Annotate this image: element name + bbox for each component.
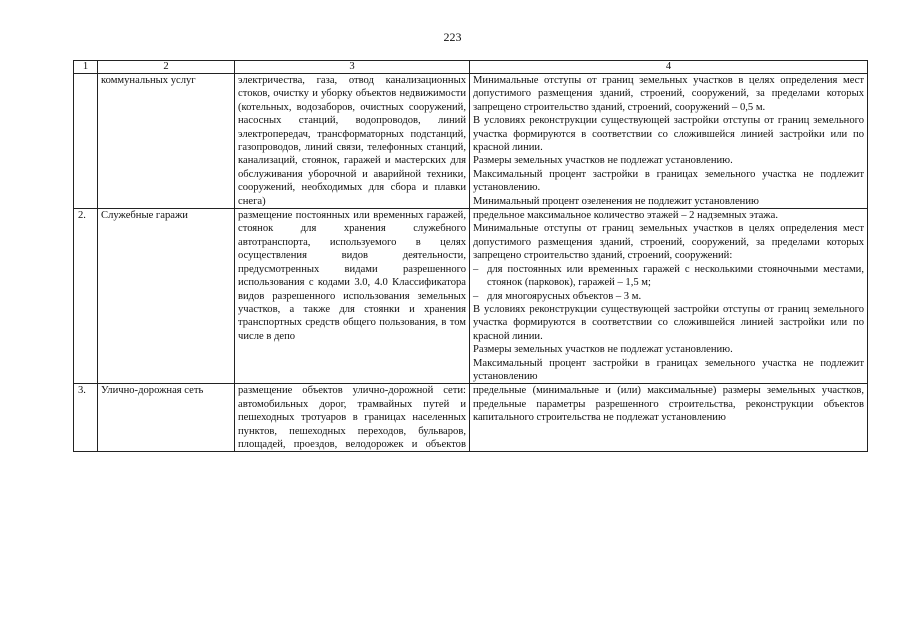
table-row: [74, 74, 868, 209]
use-parameters: [470, 209, 868, 384]
parameter-text: Размеры земельных участков не подлежат установлению.: [473, 155, 733, 167]
row-number: 2.: [74, 209, 98, 384]
column-header: 4: [470, 61, 868, 74]
table-header-row: [74, 61, 868, 74]
dash-marker: –: [473, 290, 479, 302]
use-name: коммунальных услуг: [98, 74, 235, 209]
use-description: [235, 209, 470, 384]
dash-item-text: для постоянных или временных гаражей с несколькими стояночными местами, стоянок (парковок), гаражей – 1,5 м;: [487, 263, 864, 289]
parameter-text: предельные (минимальные и (или) максимальные) размеры земельных участков, предельные параметры разрешенного строительства, реконструкции объектов капитального строительства не подлежат установлению: [473, 385, 864, 424]
column-header: 2: [98, 61, 235, 74]
parameter-text: Максимальный процент застройки в границах земельного участка не подлежит установлению: [473, 357, 864, 382]
use-description: [235, 74, 470, 209]
use-parameters: [470, 74, 868, 209]
page-number: 223: [443, 30, 462, 44]
table-row: [74, 384, 868, 452]
description-text: размещение постоянных или временных гаражей, стоянок для хранения служебного автотранспорта, используемого в целях осуществления видов деятельности, предусмотренных видами разрешенного использования с кодами 3.0, 4.0 Классификатора видов разрешенного использования земельных участков, а также для стоянки и хранения транспортных средств общего пользования, в том числе в депо: [238, 210, 466, 342]
row-number: 3.: [74, 384, 98, 452]
use-name: Служебные гаражи: [98, 209, 235, 384]
row-number: [74, 74, 98, 209]
description-text: размещение объектов улично-дорожной сети: автомобильных дорог, трамвайных путей и пешеходных тротуаров в границах населенных пунктов, пешеходных переходов, бульваров, площадей, проездов, велодорожек и объектов: [238, 385, 466, 450]
parameter-text: предельное максимальное количество этажей – 2 надземных этажа.: [473, 210, 778, 222]
dash-item-text: для многоярусных объектов – 3 м.: [487, 290, 642, 302]
zoning-table: [73, 60, 868, 452]
dash-list-item: [473, 290, 864, 303]
parameter-text: Минимальный процент озеленения не подлежит установлению: [473, 195, 759, 207]
parameter-text: Максимальный процент застройки в границах земельного участка не подлежит установлению.: [473, 168, 864, 194]
dash-list-item: [473, 263, 864, 290]
use-description: [235, 384, 470, 452]
column-header: 1: [74, 61, 98, 74]
table-row: [74, 209, 868, 384]
use-name: Улично-дорожная сеть: [98, 384, 235, 452]
parameter-text: Минимальные отступы от границ земельных участков в целях определения мест допустимого размещения зданий, строений, сооружений, за пределами которых запрещено строительство зданий, строений, сооружений – 0,5 м.: [473, 75, 864, 113]
parameter-text: Минимальные отступы от границ земельных участков в целях определения мест допустимого размещения зданий, строений, сооружений, за пределами которых запрещено строительство зданий, строений, сооружений:: [473, 223, 864, 262]
parameter-text: В условиях реконструкции существующей застройки отступы от границ земельного участка формируются в соответствии со сложившейся линией застройки или по красной линии.: [473, 115, 864, 154]
column-header: 3: [235, 61, 470, 74]
parameter-text: В условиях реконструкции существующей застройки отступы от границ земельного участка формируются в соответствии со сложившейся линией застройки или по красной линии.: [473, 303, 864, 342]
use-parameters: [470, 384, 868, 452]
description-text: электричества, газа, отвод канализационных стоков, очистку и уборку объектов недвижимости (котельных, водозаборов, очистных сооружений, насосных станций, водопроводов, линий электропередач, трансформаторных подстанций, газопроводов, линий связи, телефонных станций, канализаций, стоянок, гаражей и мастерских для обслуживания уборочной и аварийной техники, сооружений, необходимых для сбора и плавки снега): [238, 75, 466, 207]
parameter-text: Размеры земельных участков не подлежат установлению.: [473, 344, 733, 356]
dash-marker: –: [473, 263, 479, 275]
